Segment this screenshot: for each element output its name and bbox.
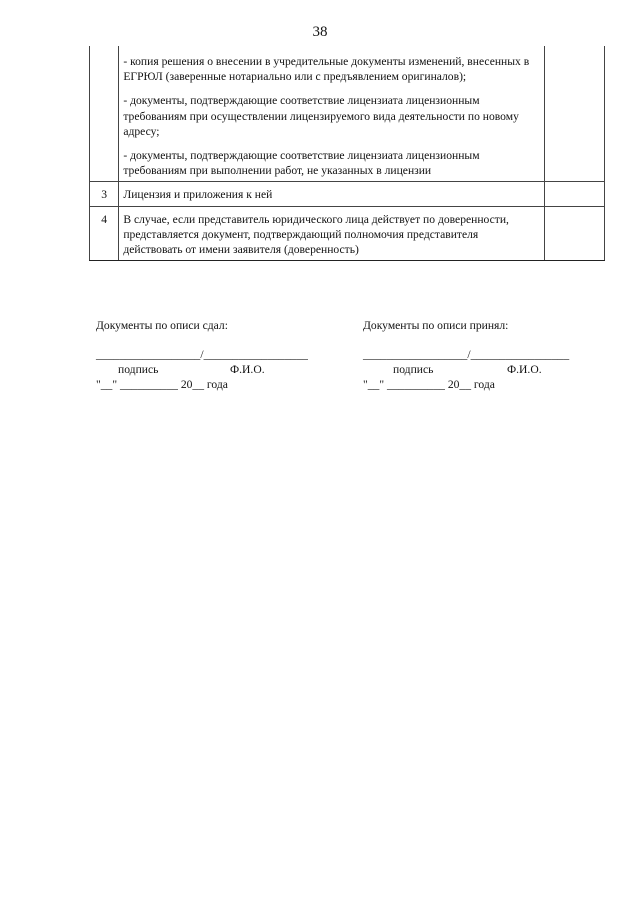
handed-over-title: Документы по описи сдал: (96, 319, 228, 332)
signature-line: __________________/_________________ (363, 348, 570, 361)
table-row (90, 46, 605, 182)
row-content (119, 46, 544, 182)
page-number: 38 (312, 24, 328, 40)
row-number: 4 (90, 206, 119, 261)
signature-line: __________________/__________________ (96, 348, 308, 361)
signature-labels (363, 362, 569, 377)
row-note-cell (544, 46, 604, 182)
row-note-cell (544, 206, 604, 261)
list-item: - копия решения о внесении в учредительные документы изменений, внесенных в ЕГРЮЛ (заверенные нотариально или с предъявлением оригиналов); (123, 55, 530, 84)
table-row (90, 206, 605, 261)
received-signature-block (363, 318, 569, 392)
table-row (90, 182, 605, 206)
row-note-cell (544, 182, 604, 206)
date-line: "__" __________ 20__ года (363, 378, 495, 391)
signature-label: подпись (118, 363, 159, 376)
fio-label: Ф.И.О. (230, 363, 265, 376)
fio-label: Ф.И.О. (507, 363, 542, 376)
received-title: Документы по описи принял: (363, 319, 509, 332)
date-line: "__" __________ 20__ года (96, 378, 228, 391)
list-item: - документы, подтверждающие соответствие лицензиата лицензионным требованиям при осуществлении лицензируемого вида деятельности по новому адресу; (123, 94, 519, 138)
row-number: 3 (90, 182, 119, 206)
list-item: В случае, если представитель юридического лица действует по доверенности, представляется документ, подтверждающий полномочия представителя действовать от имени заявителя (доверенность) (123, 212, 509, 257)
row-number (90, 46, 119, 182)
list-item: Лицензия и приложения к ней (123, 188, 273, 202)
list-item: - документы, подтверждающие соответствие лицензиата лицензионным требованиям при выполнении работ, не указанных в лицензии (123, 149, 480, 178)
row-content (119, 182, 544, 206)
document-list-table (89, 46, 605, 261)
handed-over-signature-block (96, 318, 308, 392)
signature-labels (96, 362, 308, 377)
row-content (119, 206, 544, 261)
signature-label: подпись (393, 363, 434, 376)
